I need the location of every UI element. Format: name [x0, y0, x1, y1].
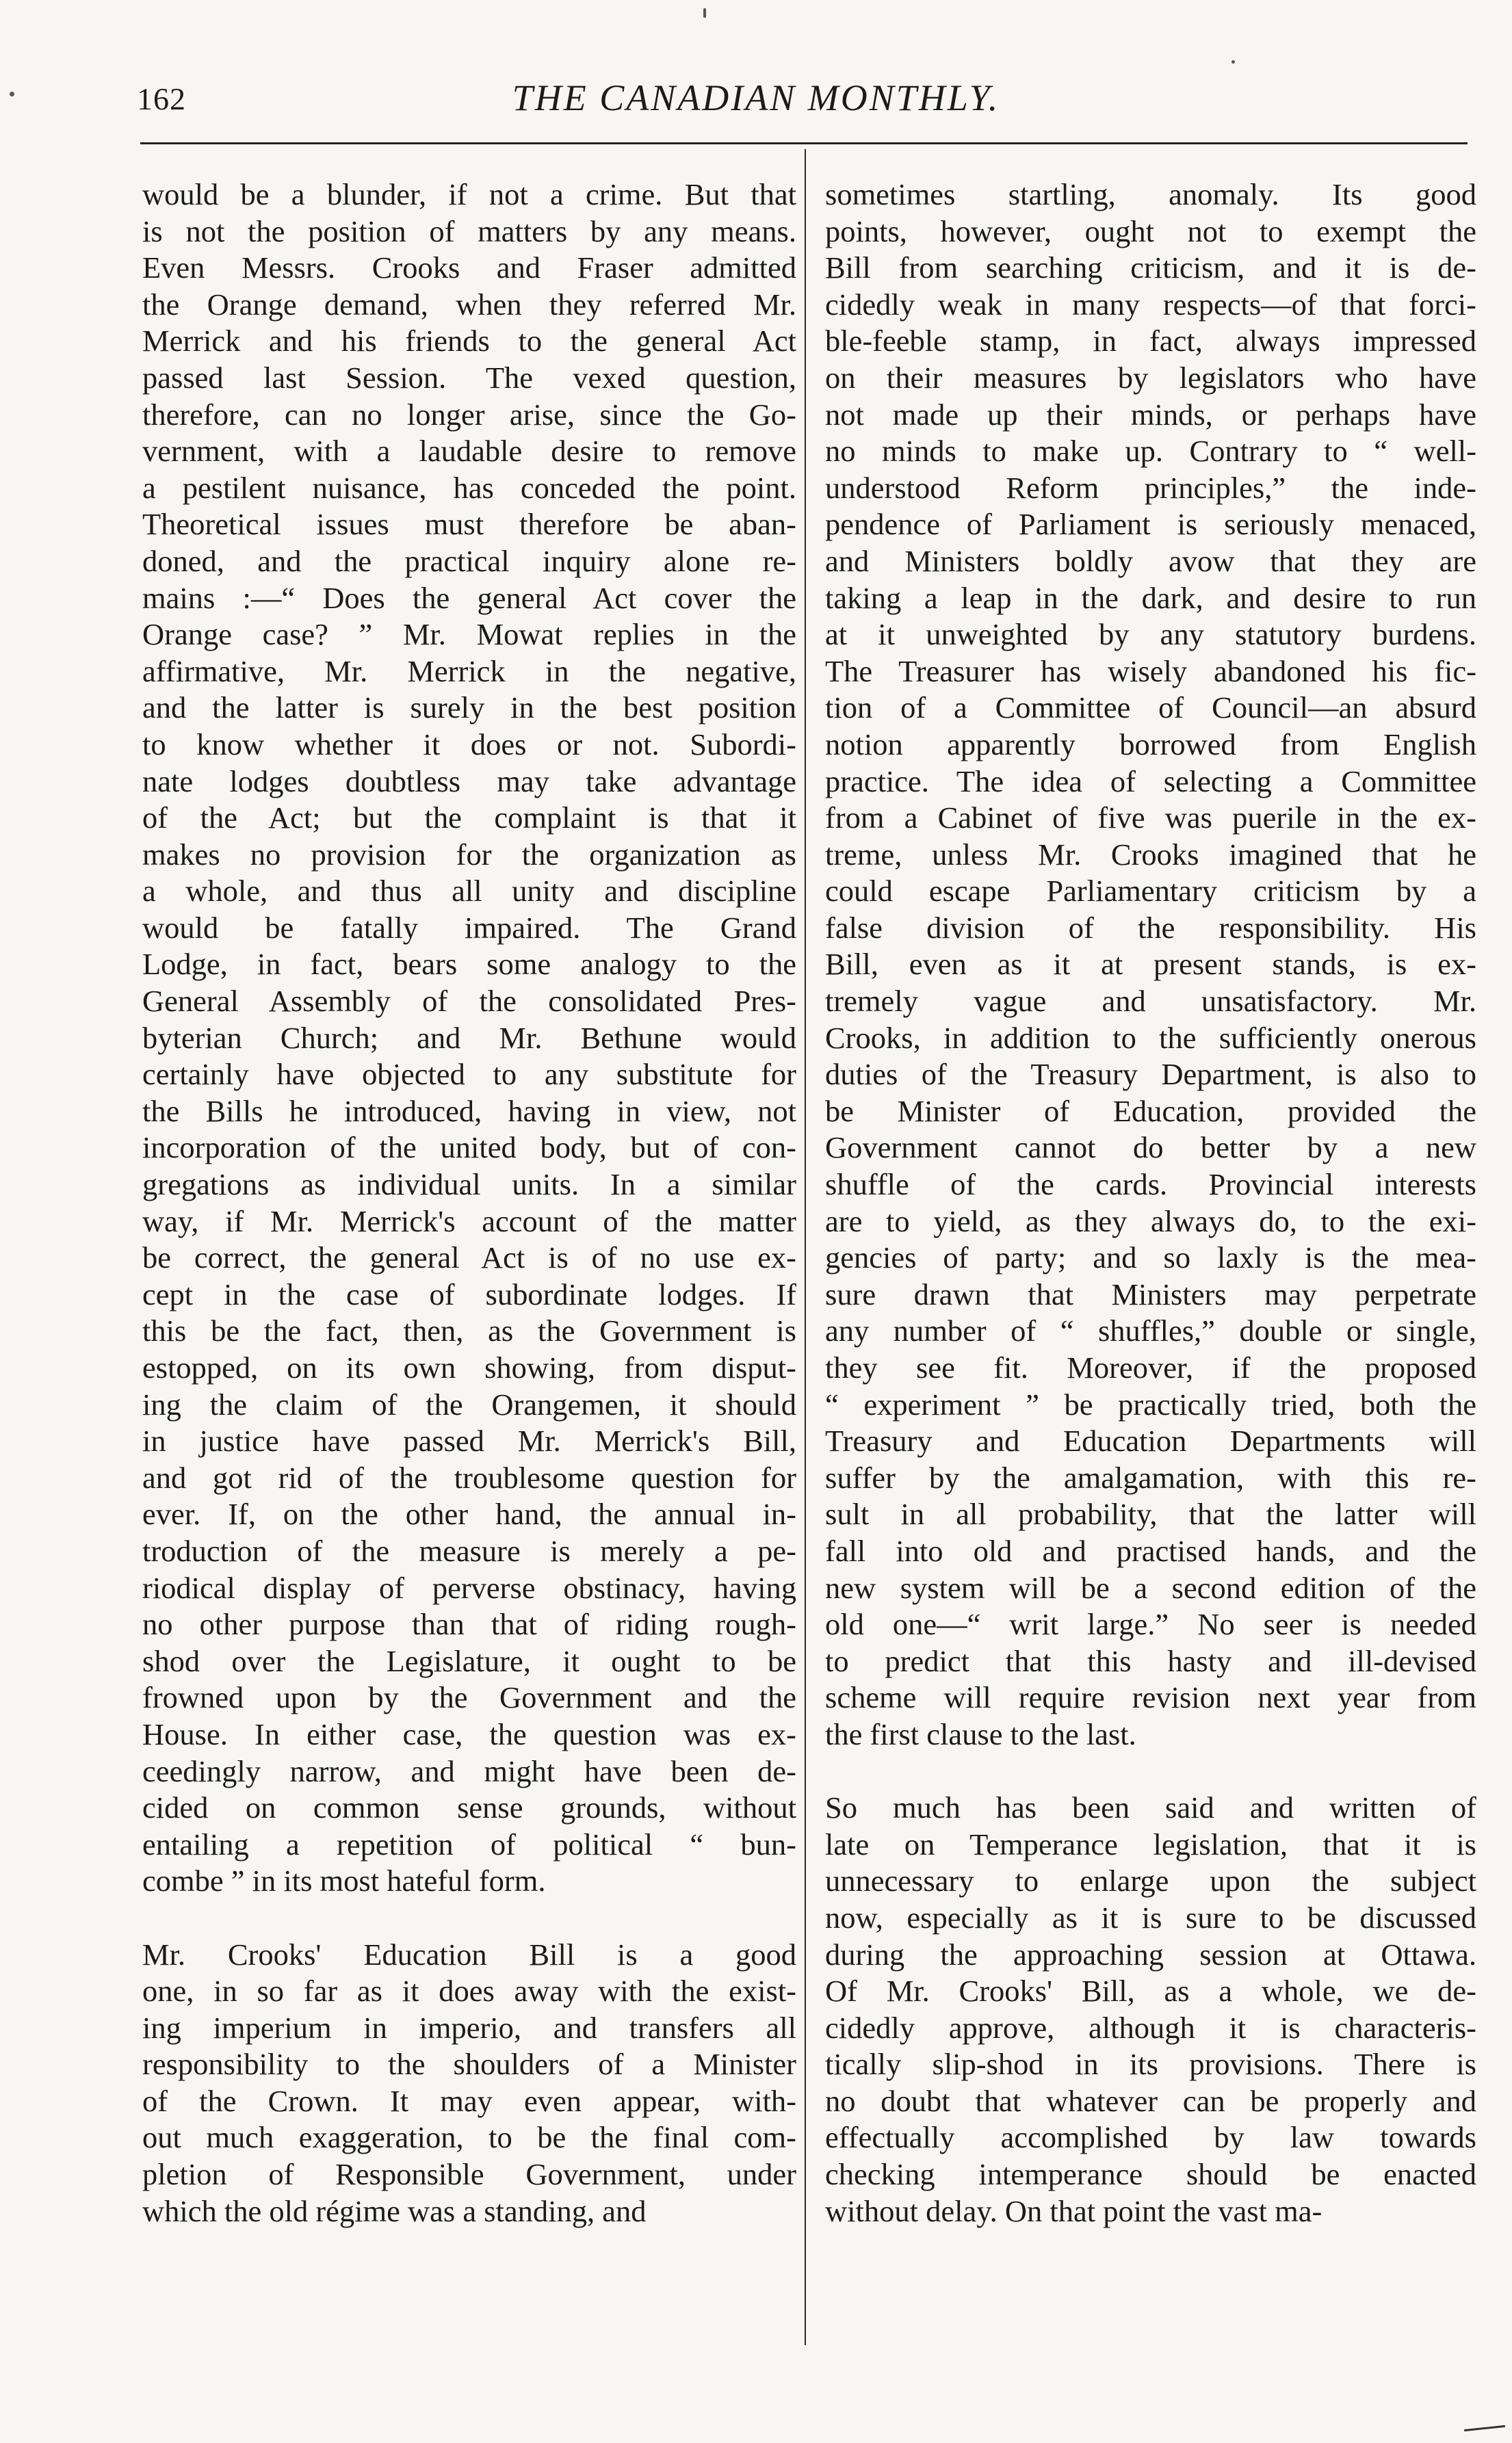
- paragraph-gap: [142, 1900, 796, 1937]
- text-line: on their measures by legislators who have: [825, 360, 1476, 395]
- text-line: of the Crown. It may even appear, with-: [142, 2083, 796, 2118]
- text-line: from a Cabinet of five was puerile in the ex-: [825, 800, 1476, 835]
- text-line: byterian Church; and Mr. Bethune would: [142, 1020, 796, 1055]
- text-line: Merrick and his friends to the general Act: [142, 324, 796, 358]
- text-line: without delay. On that point the vast ma-: [825, 2193, 1322, 2228]
- text-line: way, if Mr. Merrick's account of the matter: [142, 1203, 796, 1238]
- text-line: pletion of Responsible Government, under: [142, 2157, 796, 2192]
- text-line: estopped, on its own showing, from disput-: [142, 1350, 796, 1385]
- text-line: now, especially as it is sure to be discussed: [825, 1900, 1476, 1935]
- text-line: be Minister of Education, provided the: [825, 1093, 1476, 1128]
- text-line: checking intemperance should be enacted: [825, 2157, 1476, 2192]
- text-line: passed last Session. The vexed question,: [142, 360, 796, 395]
- text-line: riodical display of perverse obstinacy, having: [142, 1570, 796, 1605]
- text-line: old one—“ writ large.” No seer is needed: [825, 1607, 1476, 1642]
- text-line: tically slip-shod in its provisions. There is: [825, 2047, 1476, 2082]
- text-line: and Ministers boldly avow that they are: [825, 543, 1476, 578]
- text-line: to predict that this hasty and ill-devised: [825, 1643, 1476, 1678]
- text-line: a whole, and thus all unity and discipline: [142, 874, 796, 909]
- text-line: Crooks, in addition to the sufficiently onerous: [825, 1020, 1476, 1055]
- text-line: at it unweighted by any statutory burdens.: [825, 617, 1476, 652]
- text-line: gregations as individual units. In a similar: [142, 1167, 796, 1202]
- text-line: Orange case? ” Mr. Mowat replies in the: [142, 617, 796, 652]
- text-line: Mr. Crooks' Education Bill is a good: [142, 1937, 796, 1972]
- text-line: vernment, with a laudable desire to remove: [142, 434, 796, 469]
- text-line: would be fatally impaired. The Grand: [142, 910, 796, 945]
- text-line: one, in so far as it does away with the exist-: [142, 1974, 796, 2009]
- text-line: Treasury and Education Departments will: [825, 1424, 1476, 1459]
- text-line: of the Act; but the complaint is that it: [142, 800, 796, 835]
- text-line: notion apparently borrowed from English: [825, 727, 1476, 761]
- text-line: they see fit. Moreover, if the proposed: [825, 1350, 1476, 1385]
- text-line: duties of the Treasury Department, is also to: [825, 1057, 1476, 1092]
- text-line: a pestilent nuisance, has conceded the point.: [142, 470, 796, 505]
- text-line: sure drawn that Ministers may perpetrate: [825, 1277, 1476, 1311]
- text-line: “ experiment ” be practically tried, both the: [825, 1387, 1476, 1422]
- left-column: [142, 177, 796, 2230]
- text-line: ing imperium in imperio, and transfers all: [142, 2010, 796, 2045]
- text-line: which the old régime was a standing, and: [142, 2193, 647, 2228]
- text-line: Lodge, in fact, bears some analogy to the: [142, 947, 796, 982]
- text-line: ble-feeble stamp, in fact, always impressed: [825, 324, 1476, 358]
- text-line: therefore, can no longer arise, since the Go-: [142, 397, 796, 432]
- text-line: effectually accomplished by law towards: [825, 2120, 1476, 2155]
- text-line: new system will be a second edition of the: [825, 1570, 1476, 1605]
- text-line: Bill, even as it at present stands, is ex-: [825, 947, 1476, 982]
- text-line: be correct, the general Act is of no use ex-: [142, 1240, 796, 1275]
- text-line: certainly have objected to any substitute for: [142, 1057, 796, 1092]
- text-line: any number of “ shuffles,” double or single,: [825, 1314, 1476, 1348]
- ink-speck: [10, 92, 14, 96]
- text-line: suffer by the amalgamation, with this re-: [825, 1460, 1476, 1495]
- text-line: unnecessary to enlarge upon the subject: [825, 1864, 1476, 1898]
- text-line: taking a leap in the dark, and desire to run: [825, 580, 1476, 615]
- text-line: and the latter is surely in the best position: [142, 690, 796, 725]
- text-line: Of Mr. Crooks' Bill, as a whole, we de-: [825, 1974, 1476, 2009]
- text-line: and got rid of the troublesome question for: [142, 1460, 796, 1495]
- text-line: mains :—“ Does the general Act cover the: [142, 580, 796, 615]
- text-line: General Assembly of the consolidated Pres-: [142, 984, 796, 1019]
- text-line: Even Messrs. Crooks and Fraser admitted: [142, 250, 796, 285]
- column-divider: [805, 149, 806, 2345]
- right-column: [825, 177, 1476, 2230]
- text-line: fall into old and practised hands, and the: [825, 1533, 1476, 1568]
- text-line: ever. If, on the other hand, the annual in-: [142, 1497, 796, 1532]
- text-line: So much has been said and written of: [825, 1790, 1476, 1825]
- text-line: entailing a repetition of political “ bun-: [142, 1827, 796, 1861]
- text-line: the Orange demand, when they referred Mr.: [142, 287, 796, 322]
- text-line: shod over the Legislature, it ought to be: [142, 1643, 796, 1678]
- header-rule: [140, 142, 1468, 144]
- text-line: scheme will require revision next year from: [825, 1680, 1476, 1715]
- text-line: frowned upon by the Government and the: [142, 1680, 796, 1715]
- text-line: in justice have passed Mr. Merrick's Bill,: [142, 1424, 796, 1459]
- text-line: no other purpose than that of riding rough-: [142, 1607, 796, 1642]
- page-number: 162: [137, 81, 186, 116]
- text-line: no doubt that whatever can be properly and: [825, 2083, 1476, 2118]
- text-line: doned, and the practical inquiry alone re-: [142, 543, 796, 578]
- text-line: ing the claim of the Orangemen, it should: [142, 1387, 796, 1422]
- text-line: House. In either case, the question was ex-: [142, 1716, 796, 1751]
- text-line: tion of a Committee of Council—an absurd: [825, 690, 1476, 725]
- text-line: could escape Parliamentary criticism by a: [825, 874, 1476, 909]
- text-line: out much exaggeration, to be the final com-: [142, 2120, 796, 2155]
- text-line: affirmative, Mr. Merrick in the negative,: [142, 653, 796, 688]
- text-line: Theoretical issues must therefore be aban-: [142, 507, 796, 542]
- text-line: pendence of Parliament is seriously menaced,: [825, 507, 1476, 542]
- text-line: shuffle of the cards. Provincial interests: [825, 1167, 1476, 1202]
- text-line: not made up their minds, or perhaps have: [825, 397, 1476, 432]
- text-line: cept in the case of subordinate lodges. If: [142, 1277, 796, 1311]
- text-line: combe ” in its most hateful form.: [142, 1864, 546, 1898]
- text-line: treme, unless Mr. Crooks imagined that he: [825, 837, 1476, 872]
- text-line: incorporation of the united body, but of con-: [142, 1130, 796, 1165]
- text-line: tremely vague and unsatisfactory. Mr.: [825, 984, 1476, 1019]
- ink-speck: [703, 8, 706, 18]
- text-line: gencies of party; and so laxly is the mea-: [825, 1240, 1476, 1275]
- text-line: cided on common sense grounds, without: [142, 1790, 796, 1825]
- ink-speck: [1231, 60, 1235, 64]
- text-line: are to yield, as they always do, to the exi-: [825, 1203, 1476, 1238]
- text-line: The Treasurer has wisely abandoned his fic-: [825, 653, 1476, 688]
- text-line: makes no provision for the organization as: [142, 837, 796, 872]
- running-title: THE CANADIAN MONTHLY.: [512, 77, 1000, 118]
- text-line: the first clause to the last.: [825, 1716, 1136, 1751]
- text-line: troduction of the measure is merely a pe-: [142, 1533, 796, 1568]
- text-line: sult in all probability, that the latter will: [825, 1497, 1476, 1532]
- margin-scratch: [1464, 2425, 1505, 2431]
- text-line: Bill from searching criticism, and it is de-: [825, 250, 1476, 285]
- text-line: cidedly approve, although it is characteris-: [825, 2010, 1476, 2045]
- text-line: ceedingly narrow, and might have been de-: [142, 1753, 796, 1788]
- text-line: sometimes startling, anomaly. Its good: [825, 177, 1476, 211]
- text-line: responsibility to the shoulders of a Minister: [142, 2047, 796, 2082]
- text-line: no minds to make up. Contrary to “ well-: [825, 434, 1476, 469]
- text-line: practice. The idea of selecting a Committee: [825, 763, 1476, 798]
- text-line: late on Temperance legislation, that it is: [825, 1827, 1476, 1861]
- text-line: during the approaching session at Ottawa.: [825, 1937, 1476, 1972]
- text-line: nate lodges doubtless may take advantage: [142, 763, 796, 798]
- text-line: Government cannot do better by a new: [825, 1130, 1476, 1165]
- text-line: understood Reform principles,” the inde-: [825, 470, 1476, 505]
- text-line: points, however, ought not to exempt the: [825, 213, 1476, 248]
- text-line: the Bills he introduced, having in view, not: [142, 1093, 796, 1128]
- text-line: to know whether it does or not. Subordi-: [142, 727, 796, 761]
- text-line: this be the fact, then, as the Government is: [142, 1314, 796, 1348]
- text-line: false division of the responsibility. His: [825, 910, 1476, 945]
- text-line: is not the position of matters by any means.: [142, 213, 796, 248]
- text-line: cidedly weak in many respects—of that forci-: [825, 287, 1476, 322]
- text-line: would be a blunder, if not a crime. But that: [142, 177, 796, 211]
- paragraph-gap: [825, 1753, 1476, 1790]
